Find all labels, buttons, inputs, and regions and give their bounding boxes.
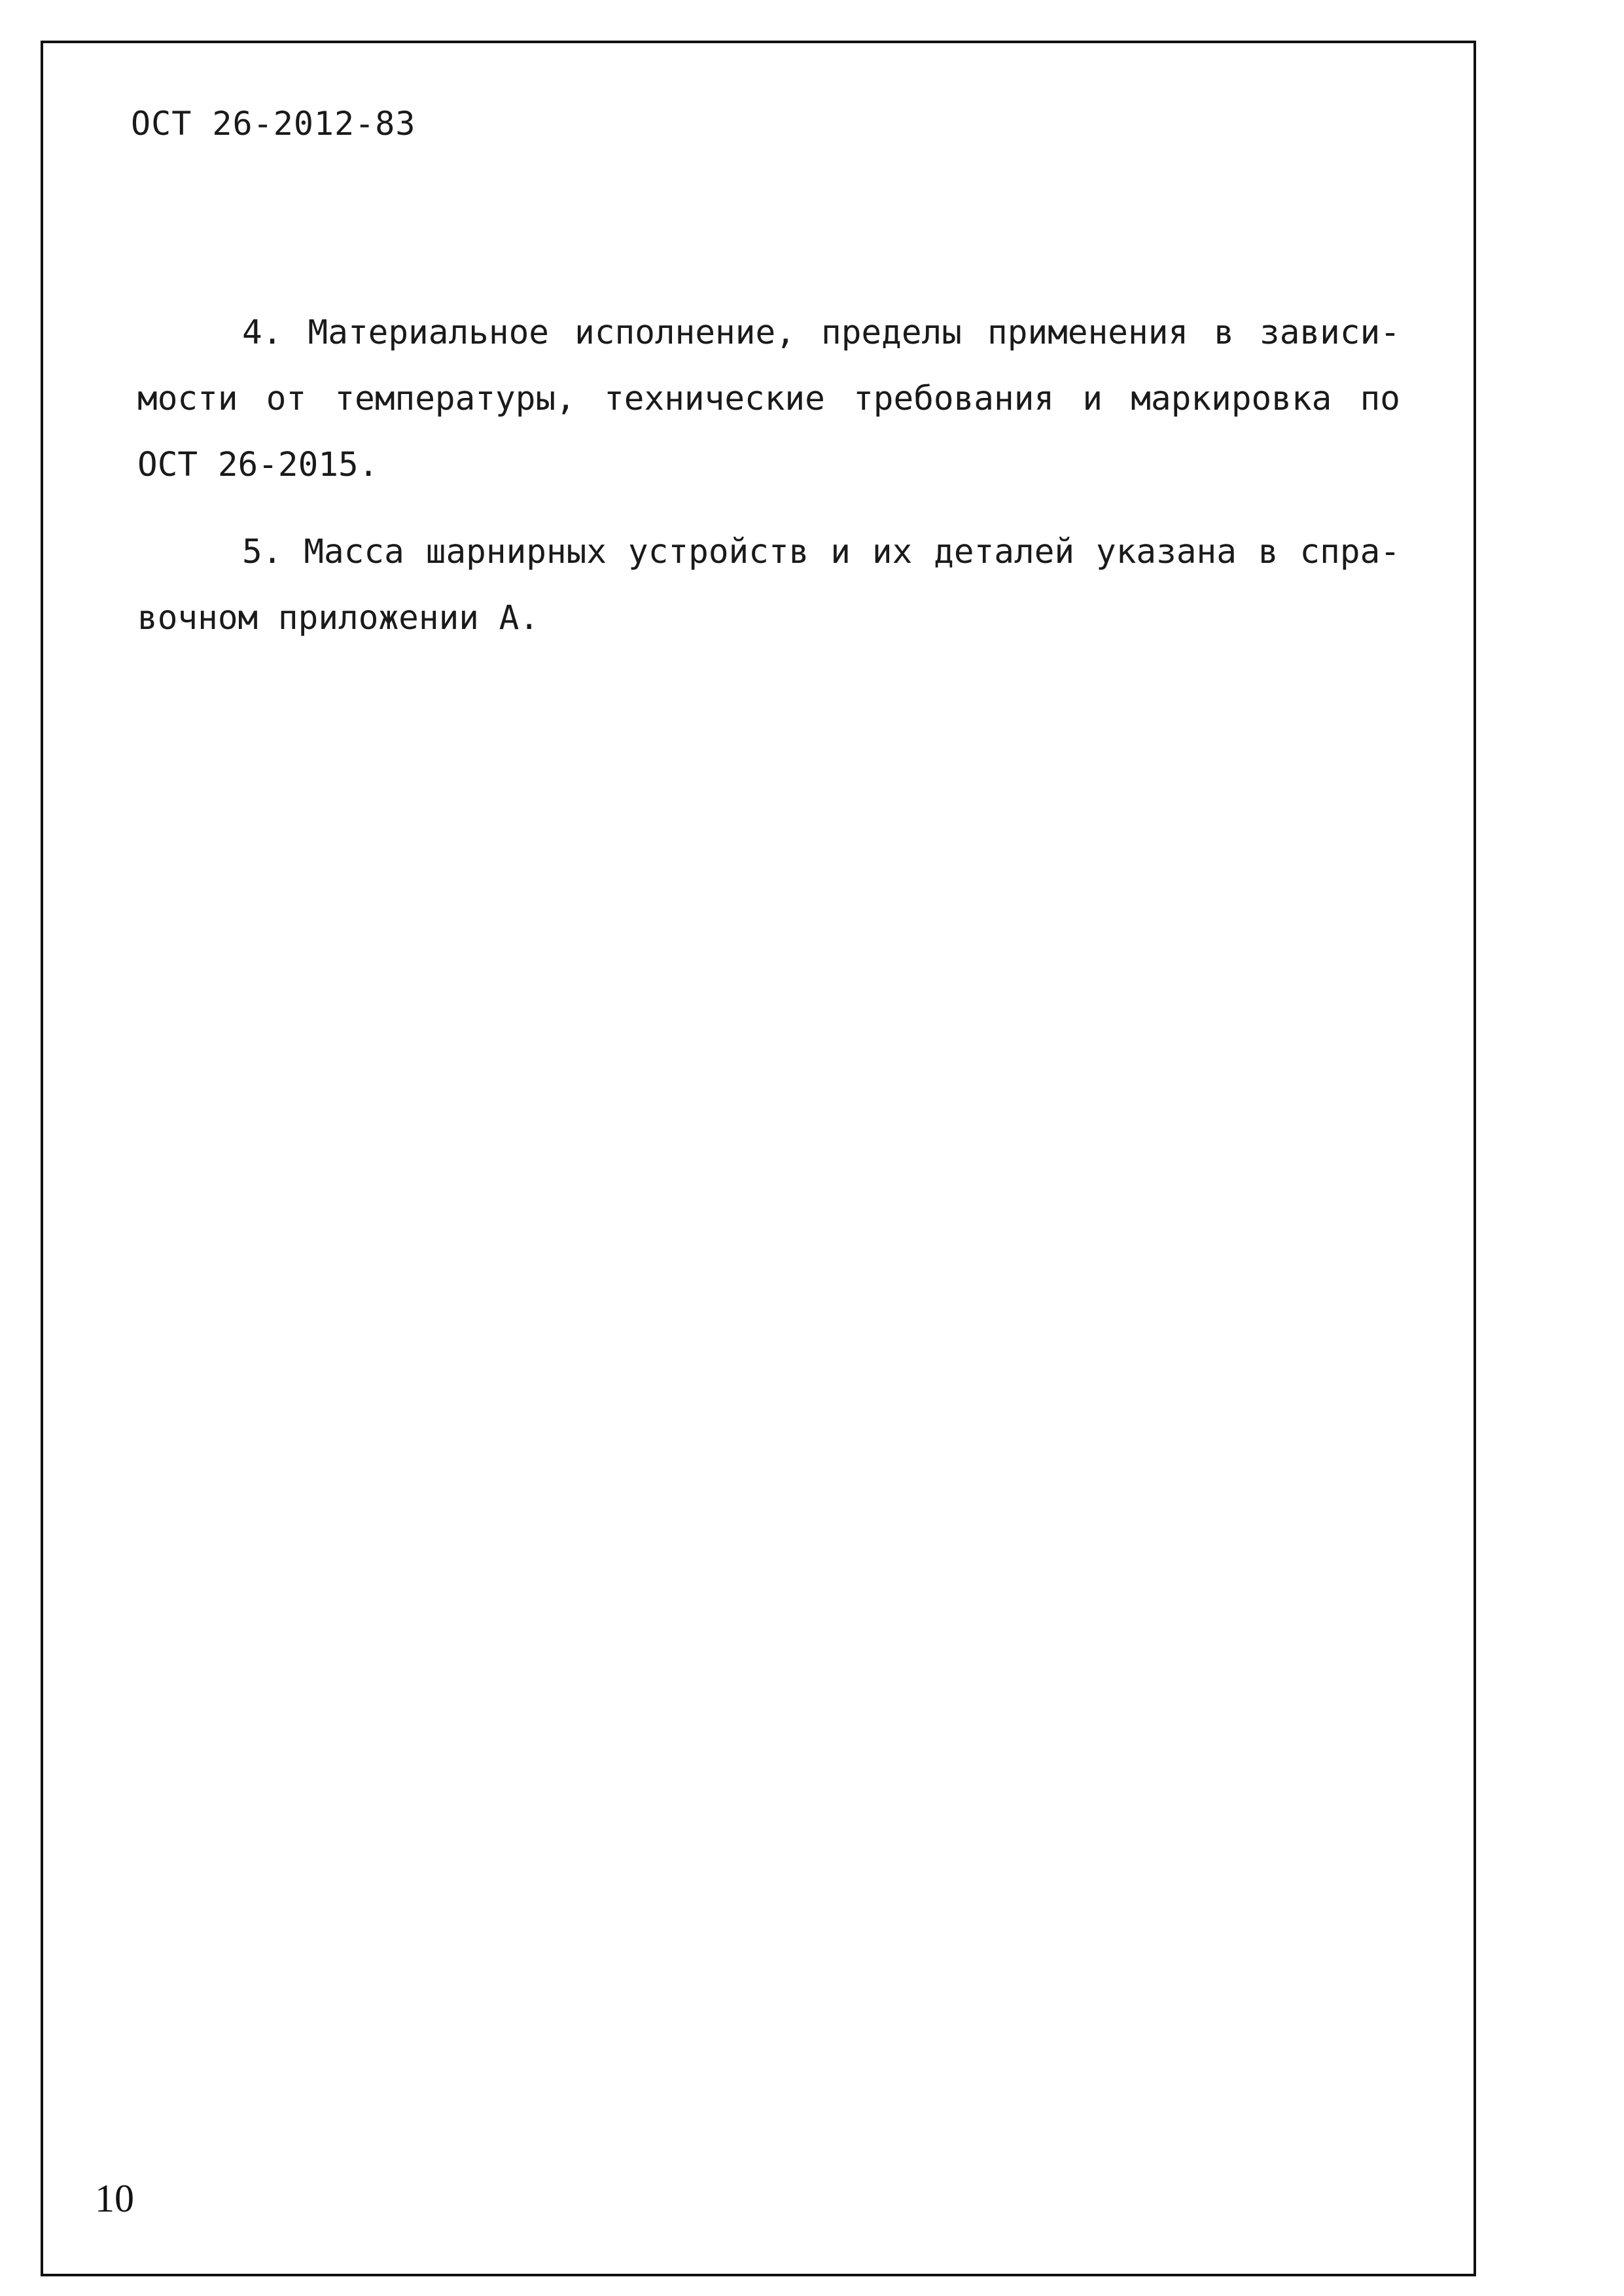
paragraph-line: ОСТ 26-2015. <box>137 446 379 484</box>
paragraph-5 <box>137 519 1400 651</box>
paragraph-line: вочном приложении А. <box>137 599 540 637</box>
document-body <box>137 300 1400 651</box>
document-code: ОСТ 26-2012-83 <box>131 105 416 143</box>
page-number: 10 <box>95 2177 134 2220</box>
paragraph-4 <box>137 300 1400 498</box>
paragraph-line: 5. Масса шарнирных устройств и их деталей указана в спра- <box>242 533 1400 571</box>
paragraph-line: мости от температуры, технические требования и маркировка по <box>137 380 1400 418</box>
paragraph-spacer <box>137 498 1400 519</box>
paragraph-line: 4. Материальное исполнение, пределы применения в зависи- <box>242 314 1400 352</box>
